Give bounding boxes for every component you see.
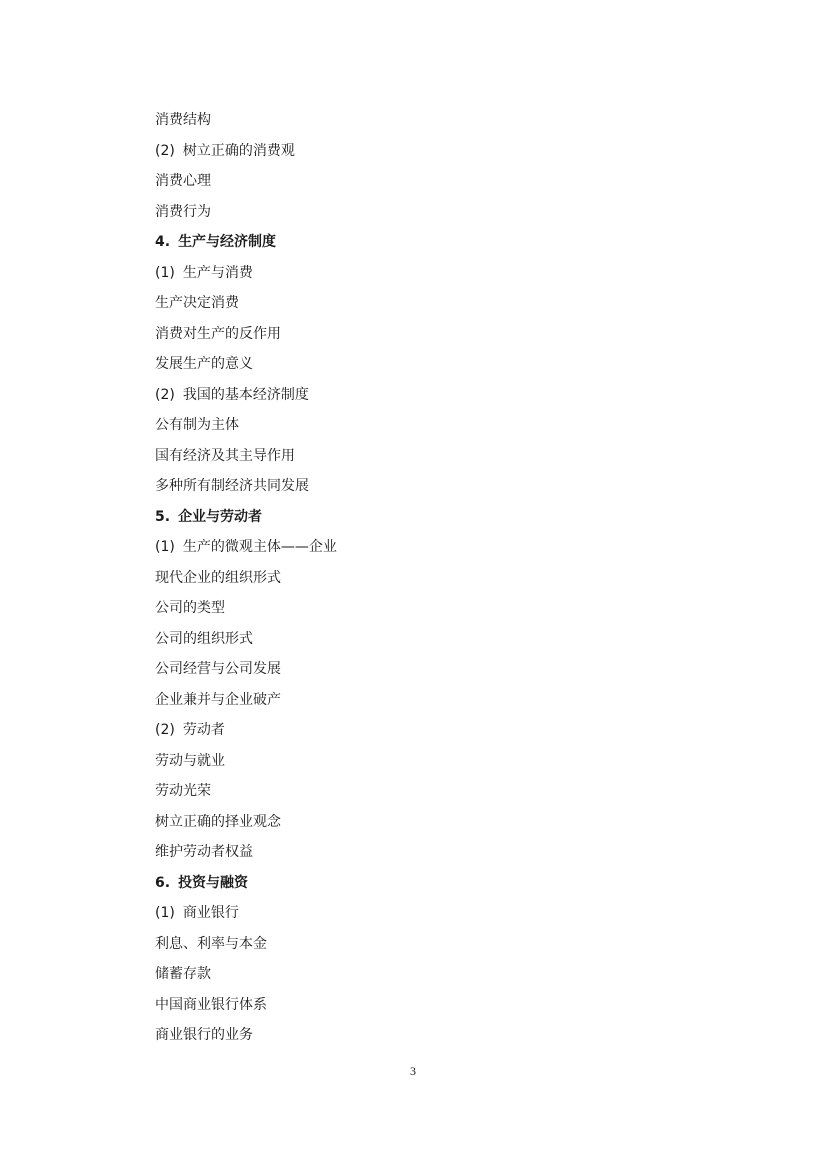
item-text: 投资与融资 (178, 874, 249, 891)
item-text: 多种所有制经济共同发展 (155, 478, 309, 494)
outline-item (155, 288, 337, 319)
outline-item (155, 593, 337, 624)
item-text: 储蓄存款 (155, 966, 211, 982)
outline-item (155, 776, 337, 807)
outline-item (155, 624, 337, 655)
outline-item (155, 471, 337, 502)
section-heading (155, 227, 337, 258)
item-text: 劳动与就业 (155, 752, 225, 769)
item-text: 维护劳动者权益 (155, 844, 253, 860)
item-text: 发展生产的意义 (155, 356, 253, 372)
item-text: 公司的类型 (155, 600, 225, 616)
item-text: 消费心理 (155, 173, 211, 189)
outline-item (155, 105, 337, 136)
item-text: 公司经营与公司发展 (155, 661, 281, 677)
item-text: 企业兼并与企业破产 (155, 691, 281, 708)
item-text: 消费对生产的反作用 (155, 325, 281, 342)
outline-item (155, 685, 337, 716)
item-text: 树立正确的消费观 (182, 142, 295, 159)
subsection-title (155, 898, 337, 929)
subsection-title (155, 715, 337, 746)
page-number: 3 (410, 1064, 416, 1078)
outline-item (155, 349, 337, 380)
item-text: 生产决定消费 (155, 295, 239, 311)
item-text: 生产与经济制度 (178, 234, 277, 250)
item-text: 国有经济及其主导作用 (155, 447, 295, 464)
outline-item (155, 319, 337, 350)
outline-item (155, 837, 337, 868)
item-number: (2) (155, 722, 175, 738)
item-text: 劳动者 (182, 722, 225, 738)
item-text: 公有制为主体 (155, 417, 239, 433)
outline-item (155, 563, 337, 594)
item-text: 生产与消费 (182, 264, 253, 281)
item-text: 公司的组织形式 (155, 630, 253, 647)
subsection-title (155, 258, 337, 289)
outline-item (155, 197, 337, 228)
item-number: (1) (155, 905, 175, 921)
item-text: 现代企业的组织形式 (155, 569, 281, 586)
item-text: 利息、利率与本金 (155, 935, 267, 952)
item-number: 6. (155, 874, 171, 891)
item-text: 企业与劳动者 (178, 508, 263, 525)
item-text: 消费结构 (155, 112, 211, 128)
item-number: (2) (155, 386, 175, 403)
section-heading (155, 502, 337, 533)
item-number: (1) (155, 539, 175, 555)
item-text: 树立正确的择业观念 (155, 813, 281, 830)
outline-item (155, 746, 337, 777)
item-text: 劳动光荣 (155, 783, 211, 799)
outline-item (155, 929, 337, 960)
outline-item (155, 990, 337, 1021)
item-text: 商业银行的业务 (155, 1027, 253, 1043)
item-number: 5. (155, 508, 171, 525)
outline-item (155, 1020, 337, 1051)
outline-item (155, 807, 337, 838)
item-number: (1) (155, 264, 175, 281)
item-text: 中国商业银行体系 (155, 996, 267, 1013)
item-text: 我国的基本经济制度 (182, 386, 309, 403)
item-text: 消费行为 (155, 203, 211, 220)
item-text: 生产的微观主体——企业 (182, 539, 337, 555)
outline-item (155, 654, 337, 685)
item-number: 4. (155, 234, 171, 250)
item-number: (2) (155, 142, 175, 159)
outline-item (155, 166, 337, 197)
item-text: 商业银行 (182, 905, 239, 921)
outline-item (155, 959, 337, 990)
outline-item (155, 441, 337, 472)
subsection-title (155, 136, 337, 167)
subsection-title (155, 532, 337, 563)
subsection-title (155, 380, 337, 411)
section-heading (155, 868, 337, 899)
outline-list (155, 105, 337, 1051)
outline-item (155, 410, 337, 441)
